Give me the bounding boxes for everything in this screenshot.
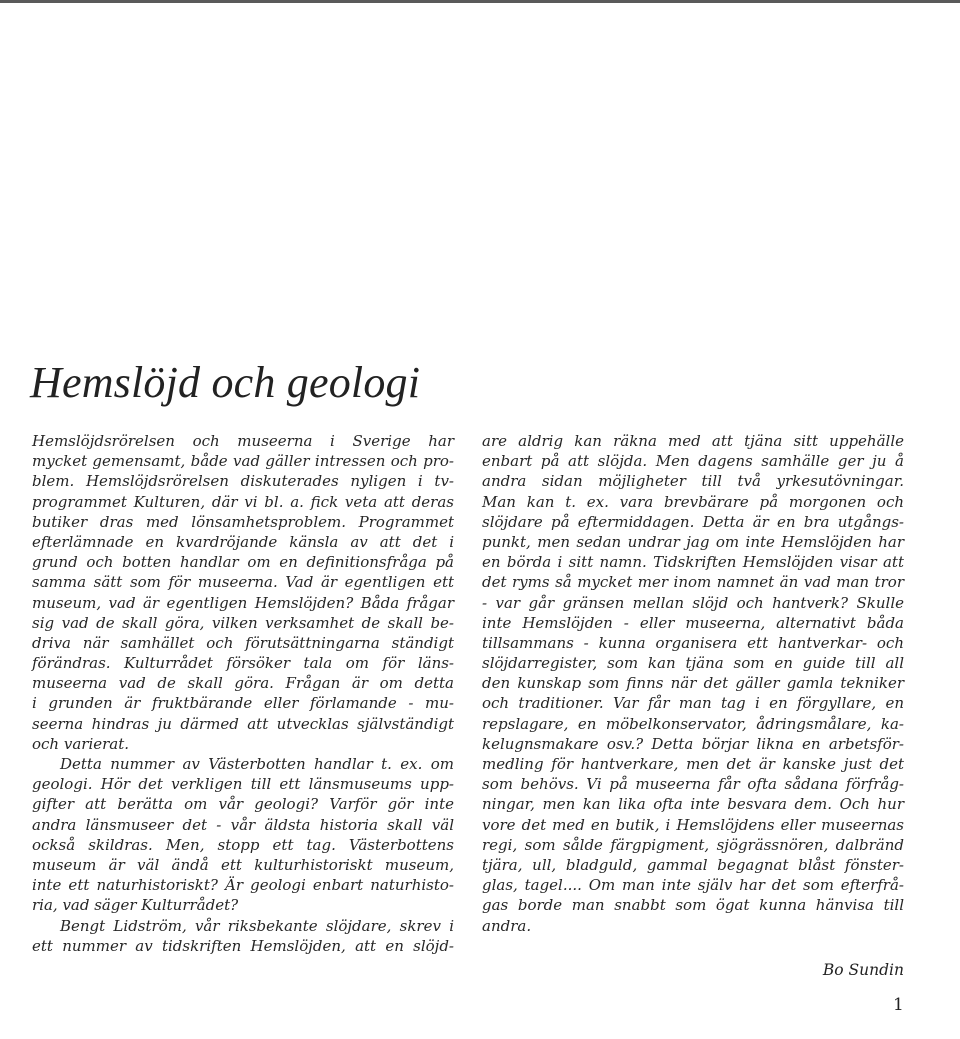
text-line: ett nummer av tidskriften Hemslöjden, att en slöjd- [32, 936, 454, 955]
text-line: vore det med en butik, i Hemslöjdens eller museernas [482, 815, 904, 834]
text-line: det ryms så mycket mer inom namnet än vad man tror [482, 573, 904, 592]
text-line: glas, tagel.... Om man inte själv har det som efterfrå- [482, 876, 904, 895]
text-line: ria, vad säger Kulturrådet? [32, 896, 239, 915]
text-line: andra. [482, 916, 532, 935]
text-line: blem. Hemslöjdsrörelsen diskuterades nyligen i tv- [32, 472, 454, 491]
text-line: mycket gemensamt, både vad gäller intressen och pro- [32, 452, 454, 471]
text-line: medling för hantverkare, men det är kanske just det [482, 755, 904, 773]
text-line: som behövs. Vi på museerna får ofta sådana förfråg- [482, 775, 904, 794]
text-line: grund och botten handlar om en definitionsfråga på [32, 553, 454, 572]
text-line: repslagare, en möbelkonservator, ådringsmålare, ka- [482, 714, 904, 733]
text-line: kelugnsmakare osv.? Detta börjar likna en arbetsför- [482, 734, 904, 753]
page-title: Hemslöjd och geologi [30, 358, 421, 407]
text-line: museum är väl ändå ett kulturhistoriskt museum, [32, 855, 454, 874]
text-line: seerna hindras ju därmed att utvecklas självständigt [32, 714, 454, 733]
text-line: efterlämnade en kvardröjande känsla av att det i [32, 532, 454, 551]
text-line: butiker dras med lönsamhetsproblem. Programmet [32, 512, 454, 531]
text-line: i grunden är fruktbärande eller förlamande - mu- [32, 694, 454, 713]
text-line: en börda i sitt namn. Tidskriften Hemslöjden visar att [482, 553, 904, 572]
text-line: gas borde man snabbt som ögat kunna hänvisa till [482, 896, 904, 915]
text-line: den kunskap som finns när det gäller gamla tekniker [482, 674, 904, 693]
scan-edge-border [0, 0, 960, 3]
text-line: andra sidan möjligheter till två yrkesutövningar. [482, 472, 904, 491]
right-text-column [482, 431, 904, 936]
text-line: slöjdarregister, som kan tjäna som en guide till all [482, 654, 904, 673]
text-line: regi, som sålde färgpigment, sjögrässnören, dalbränd [482, 835, 904, 854]
text-line: museum, vad är egentligen Hemslöjden? Båda frågar [32, 593, 454, 612]
text-line: inte Hemslöjden - eller museerna, alternativt båda [482, 613, 904, 632]
text-line: sig vad de skall göra, vilken verksamhet de skall be- [32, 613, 454, 632]
author-signature: Bo Sundin [822, 961, 904, 979]
text-line: och traditioner. Var får man tag i en förgyllare, en [482, 694, 904, 713]
text-line: förändras. Kulturrådet försöker tala om för läns- [32, 654, 454, 673]
page-number: 1 [893, 995, 904, 1015]
text-line: Detta nummer av Västerbotten handlar t. ex. om [60, 755, 454, 773]
text-line: gifter att berätta om vår geologi? Varför gör inte [32, 795, 454, 814]
text-line: Man kan t. ex. vara brevbärare på morgonen och [482, 492, 904, 511]
text-line: ningar, men kan lika ofta inte besvara dem. Och hur [482, 795, 904, 814]
left-text-column [32, 431, 454, 956]
text-line: och varierat. [32, 734, 130, 753]
text-line: Bengt Lidström, vår riksbekante slöjdare, skrev i [60, 916, 454, 935]
text-line: programmet Kulturen, där vi bl. a. fick veta att deras [32, 492, 454, 511]
text-line: punkt, men sedan undrar jag om inte Hemslöjden har [482, 532, 904, 551]
text-line: slöjdare på eftermiddagen. Detta är en bra utgångs- [482, 512, 904, 531]
text-line: driva när samhället och förutsättningarna ständigt [32, 633, 454, 652]
text-line: inte ett naturhistoriskt? Är geologi enbart naturhisto- [32, 876, 454, 895]
text-line: - var går gränsen mellan slöjd och hantverk? Skulle [482, 593, 904, 612]
text-line: tillsammans - kunna organisera ett hantverkar- och [482, 633, 904, 652]
text-line: geologi. Hör det verkligen till ett länsmuseums upp- [32, 775, 454, 794]
text-line: också skildras. Men, stopp ett tag. Västerbottens [32, 835, 454, 854]
text-line: tjära, ull, bladguld, gammal begagnat blåst fönster- [482, 855, 904, 874]
text-line: samma sätt som för museerna. Vad är egentligen ett [32, 573, 454, 592]
text-line: enbart på att slöjda. Men dagens samhälle ger ju å [482, 452, 904, 471]
text-line: are aldrig kan räkna med att tjäna sitt uppehälle [482, 432, 904, 450]
text-line: Hemslöjdsrörelsen och museerna i Sverige har [32, 432, 454, 450]
text-line: museerna vad de skall göra. Frågan är om detta [32, 674, 454, 693]
text-line: andra länsmuseer det - vår äldsta historia skall väl [32, 815, 454, 834]
